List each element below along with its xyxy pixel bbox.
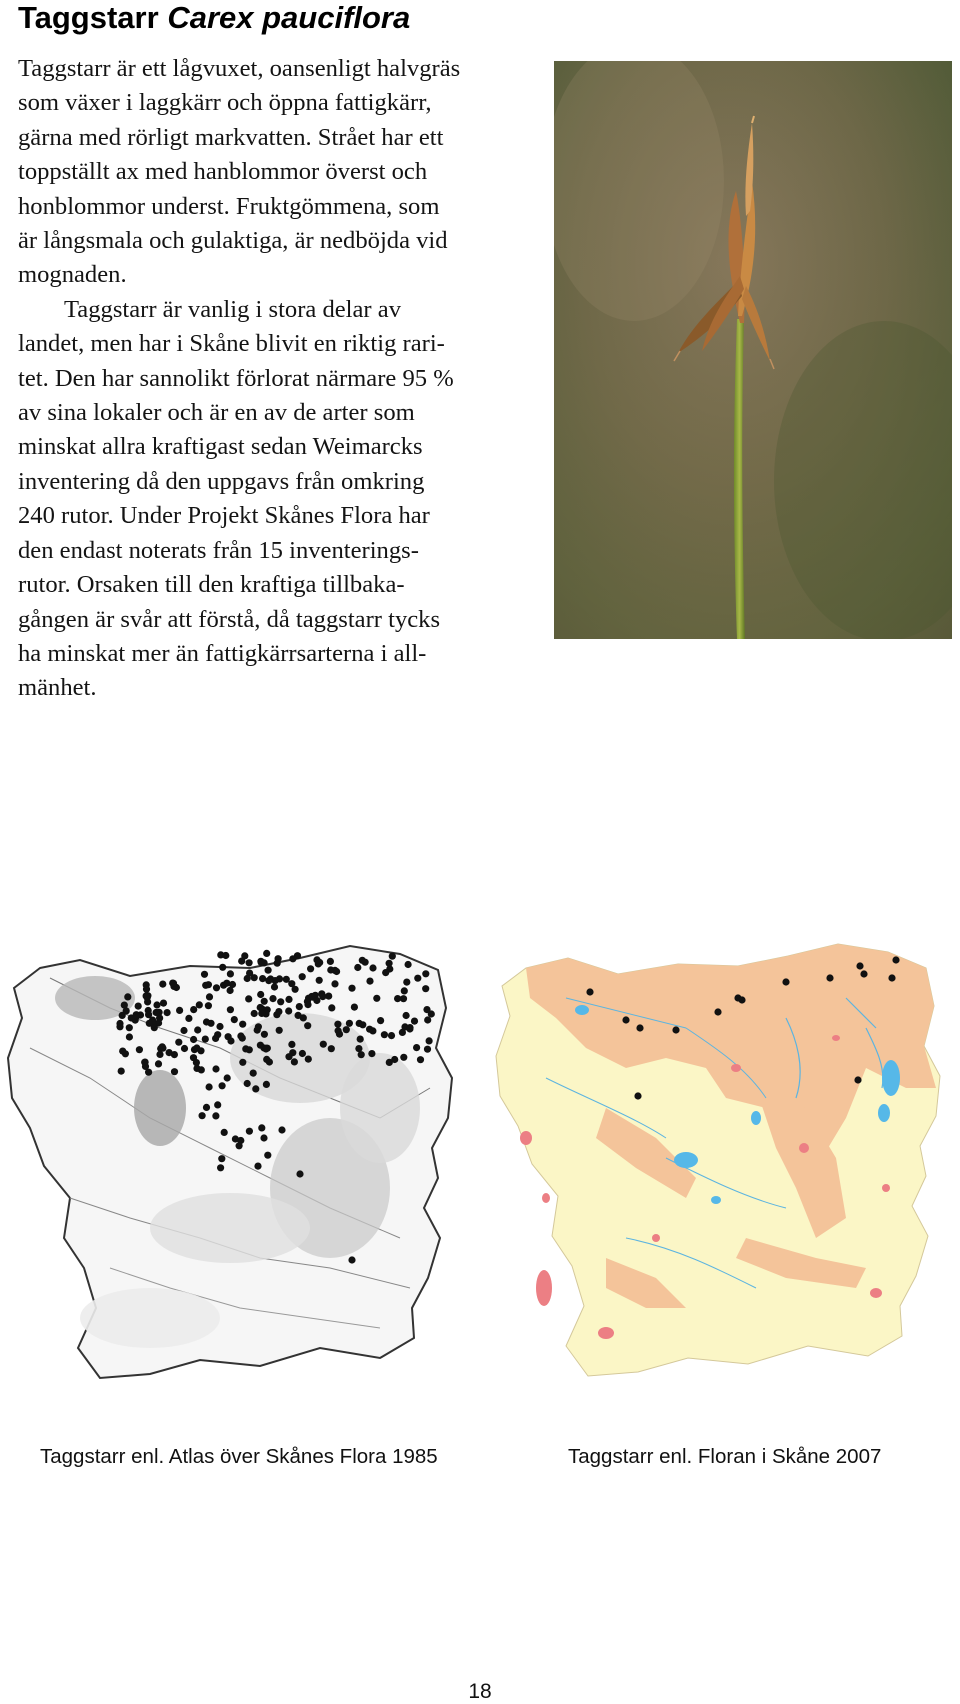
observation-dot [351, 1004, 358, 1011]
observation-dot [304, 1001, 311, 1008]
observation-dot [401, 987, 408, 994]
observation-dot [212, 1035, 219, 1042]
map-caption-1985: Taggstarr enl. Atlas över Skånes Flora 1985 [40, 1445, 438, 1468]
observation-dot [357, 1036, 364, 1043]
observation-dot [170, 980, 177, 987]
observation-dot [164, 1009, 171, 1016]
text-line: den endast noterats från 15 inventerings- [18, 536, 419, 564]
observation-dot [257, 991, 264, 998]
observation-dot [406, 1025, 413, 1032]
observation-dot [122, 1050, 129, 1057]
observation-dot [860, 970, 867, 977]
observation-dot [334, 1021, 341, 1028]
observation-dot [194, 1026, 201, 1033]
observation-dot [389, 953, 396, 960]
observation-dot [141, 1059, 148, 1066]
observation-dot [190, 1006, 197, 1013]
observation-dot [159, 981, 166, 988]
observation-dot [277, 998, 284, 1005]
map-caption-2007: Taggstarr enl. Floran i Skåne 2007 [568, 1445, 882, 1468]
observation-dot [826, 974, 833, 981]
observation-dot [316, 977, 323, 984]
observation-dot [227, 987, 234, 994]
observation-dot [197, 1047, 204, 1054]
sedge-photo-illustration [554, 61, 952, 639]
observation-dot [190, 1054, 197, 1061]
observation-dot [146, 1020, 153, 1027]
observation-dot [264, 1152, 271, 1159]
observation-dot [198, 1066, 205, 1073]
observation-dot [622, 1016, 629, 1023]
observation-dot [171, 1068, 178, 1075]
observation-dot [153, 1009, 160, 1016]
observation-dot [634, 1092, 641, 1099]
observation-dot [386, 960, 393, 967]
observation-dot [237, 1032, 244, 1039]
observation-dot [118, 1068, 125, 1075]
observation-dot [216, 1023, 223, 1030]
observation-dot [212, 1065, 219, 1072]
observation-dot [362, 959, 369, 966]
observation-dot [206, 1083, 213, 1090]
observation-dot [405, 961, 412, 968]
text-line: mognaden. [18, 261, 127, 289]
observation-dot [854, 1076, 861, 1083]
observation-dot [888, 974, 895, 981]
observation-dot [291, 1058, 298, 1065]
observation-dot [288, 1041, 295, 1048]
observation-dot [403, 1012, 410, 1019]
observation-dot [782, 978, 789, 985]
observation-dot [382, 969, 389, 976]
observation-dot [307, 965, 314, 972]
observation-dot [417, 1056, 424, 1063]
observation-dot [213, 984, 220, 991]
page-title [18, 0, 410, 36]
observation-dot [313, 997, 320, 1004]
species-description [18, 52, 538, 706]
observation-dot [289, 955, 296, 962]
observation-dot [258, 1124, 265, 1131]
species-common-name: Taggstarr [18, 0, 159, 35]
observation-dot [171, 1051, 178, 1058]
observation-dot [354, 964, 361, 971]
observation-dot [285, 996, 292, 1003]
observation-dot [263, 1081, 270, 1088]
observation-dot [892, 956, 899, 963]
observation-dot [223, 980, 230, 987]
observation-dot [155, 1060, 162, 1067]
observation-dot [276, 1027, 283, 1034]
observation-dot [296, 1003, 303, 1010]
observation-dot [224, 1074, 231, 1081]
text-line: Taggstarr är vanlig i stora delar av [64, 295, 401, 323]
observation-dot [254, 1163, 261, 1170]
observation-dot [259, 975, 266, 982]
observation-dot [422, 970, 429, 977]
observation-dot [275, 1008, 282, 1015]
text-line: Taggstarr är ett lågvuxet, oansenligt halvgräs [18, 55, 461, 82]
observation-dot [369, 964, 376, 971]
observation-dot [244, 975, 251, 982]
observation-dot [126, 1024, 133, 1031]
observation-dot [145, 1069, 152, 1076]
observation-dot [124, 993, 131, 1000]
observation-dot [244, 1080, 251, 1087]
observation-dot [313, 956, 320, 963]
observation-dot [269, 995, 276, 1002]
observation-dot [422, 985, 429, 992]
observation-dot [366, 1026, 373, 1033]
observation-dot [586, 988, 593, 995]
observation-dot [176, 1007, 183, 1014]
observation-dot [368, 1050, 375, 1057]
text-line: ha minskat mer än fattigkärrsarterna i all- [18, 639, 427, 667]
text-line: är långsmala och gulaktiga, är nedböjda vid [18, 227, 448, 255]
observation-dot [377, 1017, 384, 1024]
observation-dot [346, 1020, 353, 1027]
observation-dot [319, 993, 326, 1000]
observation-dot [426, 1037, 433, 1044]
observation-dot [400, 1054, 407, 1061]
observation-dot [714, 1008, 721, 1015]
observation-dot [285, 1053, 292, 1060]
observation-dot [227, 1006, 234, 1013]
observation-dot [239, 1059, 246, 1066]
observation-dot [856, 962, 863, 969]
observation-dot [738, 996, 745, 1003]
observation-dot [143, 986, 150, 993]
observation-dot [126, 1033, 133, 1040]
observation-dot [221, 1129, 228, 1136]
observation-dot [246, 959, 253, 966]
map-2007-illustration [486, 938, 960, 1410]
observation-dot [160, 1000, 167, 1007]
observation-dot [299, 973, 306, 980]
observation-dot [205, 1002, 212, 1009]
observation-dot [143, 992, 150, 999]
observation-dot [254, 1027, 261, 1034]
observation-dot [355, 1045, 362, 1052]
observation-dot [366, 978, 373, 985]
observation-dot [356, 1020, 363, 1027]
observation-dot [348, 985, 355, 992]
text-line: gärna med rörligt markvatten. Strået har ett [18, 123, 444, 151]
observation-dot [144, 998, 151, 1005]
observation-dot [394, 995, 401, 1002]
observation-dot [299, 1050, 306, 1057]
observation-dot [305, 1056, 312, 1063]
observation-dot [333, 968, 340, 975]
text-line: landet, men har i Skåne blivit en riktig rari- [18, 330, 445, 358]
observation-dot [185, 1015, 192, 1022]
observation-dot [203, 1018, 210, 1025]
observation-dot [135, 1003, 142, 1010]
observation-dot [190, 1036, 197, 1043]
species-latin-name: Carex pauciflora [167, 0, 411, 35]
observation-dot [328, 1045, 335, 1052]
observation-dot [219, 1082, 226, 1089]
observation-dot [153, 1001, 160, 1008]
observation-dot [414, 975, 421, 982]
observation-dot [263, 1045, 270, 1052]
observation-dot [196, 1001, 203, 1008]
observation-dot [320, 1041, 327, 1048]
observation-dot [304, 1022, 311, 1029]
observation-dot [246, 1128, 253, 1135]
distribution-map-2007 [486, 938, 960, 1410]
observation-dot [251, 1010, 258, 1017]
lake [674, 1152, 698, 1168]
text-line: 240 rutor. Under Projekt Skånes Flora har [18, 502, 430, 530]
text-line: gången är svår att förstå, då taggstarr tycks [18, 605, 441, 633]
observation-dot [252, 1085, 259, 1092]
observation-dot [283, 976, 290, 983]
observation-dot [381, 1031, 388, 1038]
observation-dot [212, 1112, 219, 1119]
observation-dot [272, 977, 279, 984]
observation-dot [285, 1007, 292, 1014]
observation-dot [250, 1070, 257, 1077]
observation-dot [203, 1104, 210, 1111]
page-number: 18 [468, 1680, 492, 1703]
observation-dot [251, 974, 258, 981]
observation-dot [413, 1044, 420, 1051]
observation-dot [261, 998, 268, 1005]
text-line: som växer i laggkärr och öppna fattigkärr, [18, 89, 432, 117]
text-line: toppställt ax med hanblommor överst och [18, 158, 428, 186]
observation-dot [258, 1010, 265, 1017]
observation-dot [205, 981, 212, 988]
distribution-map-1985 [0, 938, 470, 1410]
observation-dot [403, 979, 410, 986]
observation-dot [222, 952, 229, 959]
observation-dot [266, 1058, 273, 1065]
observation-dot [386, 1059, 393, 1066]
observation-dot [202, 1036, 209, 1043]
observation-dot [206, 993, 213, 1000]
observation-dot [181, 1045, 188, 1052]
map-1985-illustration [0, 938, 470, 1410]
observation-dot [373, 995, 380, 1002]
observation-dot [258, 959, 265, 966]
observation-dot [261, 1031, 268, 1038]
observation-dot [121, 1002, 128, 1009]
text-line: rutor. Orsaken till den kraftiga tillbaka- [18, 571, 405, 599]
text-line: minskat allra kraftigast sedan Weimarcks [18, 433, 423, 461]
observation-dot [411, 1018, 418, 1025]
sedge-photo [554, 61, 952, 639]
observation-dot [335, 1027, 342, 1034]
observation-dot [423, 1006, 430, 1013]
observation-dot [231, 1016, 238, 1023]
observation-dot [328, 1004, 335, 1011]
observation-dot [274, 960, 281, 967]
observation-dot [300, 1014, 307, 1021]
observation-dot [175, 1039, 182, 1046]
observation-dot [238, 958, 245, 965]
observation-dot [424, 1046, 431, 1053]
observation-dot [227, 1037, 234, 1044]
observation-dot [327, 958, 334, 965]
observation-dot [636, 1024, 643, 1031]
observation-dot [424, 1016, 431, 1023]
text-line: honblommor underst. Fruktgömmena, som [18, 192, 440, 220]
observation-dot [219, 964, 226, 971]
observation-dot [265, 977, 272, 984]
observation-dot [271, 983, 278, 990]
observation-dot [159, 1043, 166, 1050]
text-line: mänhet. [18, 674, 97, 702]
observation-dot [236, 1142, 243, 1149]
observation-dot [245, 995, 252, 1002]
observation-dot [343, 1026, 350, 1033]
observation-dot [214, 1101, 221, 1108]
observation-dot [331, 980, 338, 987]
observation-dot [348, 1256, 355, 1263]
observation-dot [246, 1046, 253, 1053]
observation-dot [260, 1134, 267, 1141]
observation-dot [218, 1155, 225, 1162]
text-line: av sina lokaler och är en av de arter som [18, 399, 415, 427]
observation-dot [136, 1046, 143, 1053]
observation-dot [265, 967, 272, 974]
observation-dot [217, 1164, 224, 1171]
observation-dot [278, 1126, 285, 1133]
observation-dot [133, 1011, 140, 1018]
observation-dot [672, 1026, 679, 1033]
observation-dot [388, 1032, 395, 1039]
observation-dot [227, 970, 234, 977]
text-line: inventering då den uppgavs från omkring [18, 467, 425, 495]
observation-dot [296, 1170, 303, 1177]
text-line: tet. Den har sannolikt förlorat närmare 95 % [18, 364, 454, 392]
observation-dot [263, 950, 270, 957]
observation-dot [239, 1021, 246, 1028]
observation-dot [180, 1027, 187, 1034]
observation-dot [199, 1112, 206, 1119]
urban-area [536, 1270, 552, 1306]
observation-dot [116, 1020, 123, 1027]
observation-dot [201, 971, 208, 978]
